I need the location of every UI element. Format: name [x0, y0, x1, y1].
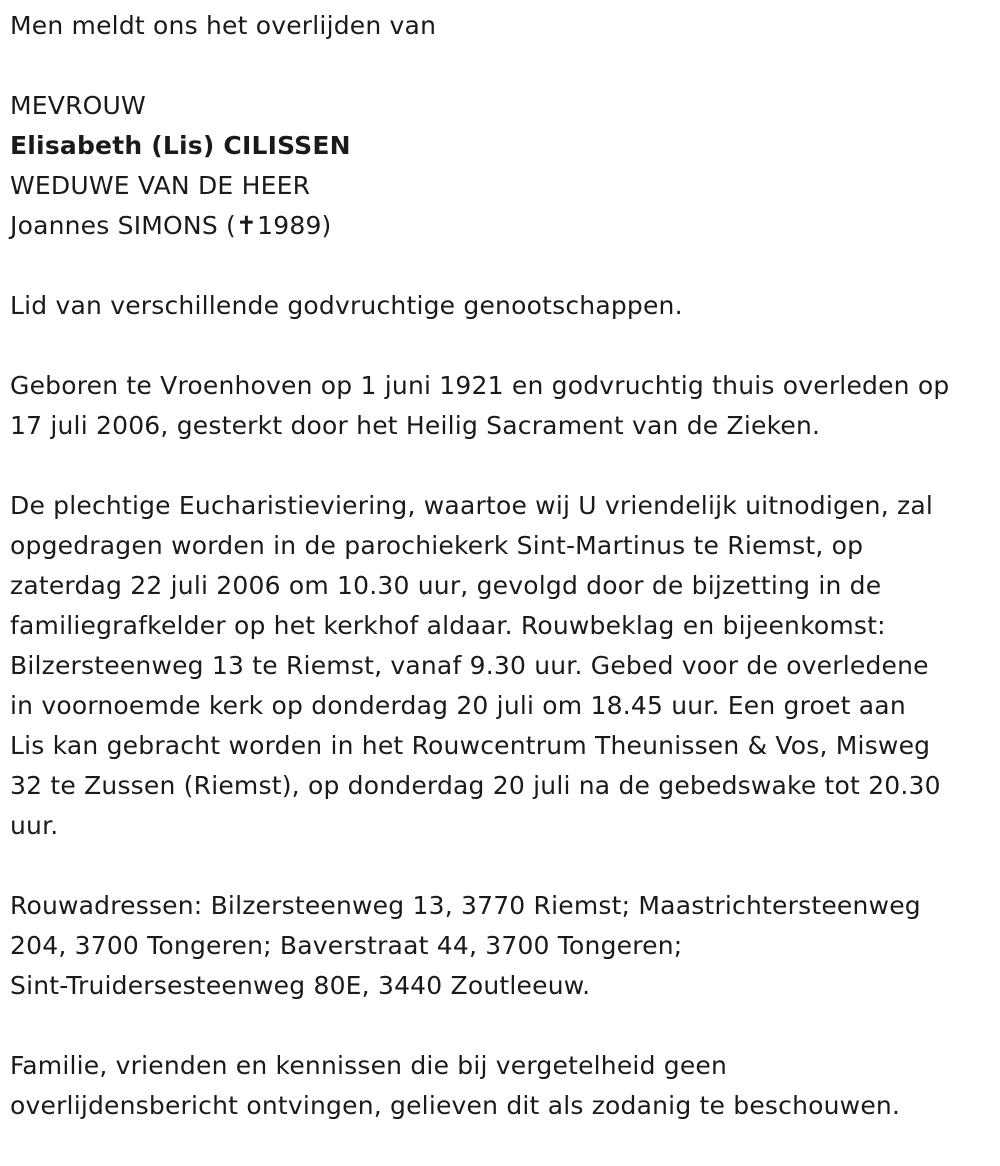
- text-line: uur.: [10, 811, 59, 840]
- text-line: in voornoemde kerk op donderdag 20 juli om 18.45 uur. Een groet aan: [10, 691, 906, 720]
- spacer: [10, 846, 995, 886]
- text-line: Bilzersteenweg 13 te Riemst, vanaf 9.30 uur. Gebed voor de overledene: [10, 651, 929, 680]
- text-line: opgedragen worden in de parochiekerk Sint-Martinus te Riemst, op: [10, 531, 864, 560]
- death-notice: [10, 6, 995, 1126]
- text-line: Geboren te Vroenhoven op 1 juni 1921 en godvruchtig thuis overleden op: [10, 371, 950, 400]
- spacer: [10, 446, 995, 486]
- text-line: 17 juli 2006, gesterkt door het Heilig Sacrament van de Zieken.: [10, 411, 821, 440]
- spacer: [10, 46, 995, 86]
- intro-line: Men meldt ons het overlijden van: [10, 11, 437, 40]
- text-line: zaterdag 22 juli 2006 om 10.30 uur, gevolgd door de bijzetting in de: [10, 571, 882, 600]
- text-line: Sint-Truidersesteenweg 80E, 3440 Zoutleeuw.: [10, 971, 591, 1000]
- text-line: Lis kan gebracht worden in het Rouwcentrum Theunissen & Vos, Misweg: [10, 731, 931, 760]
- membership-paragraph: [10, 286, 995, 326]
- text-line: overlijdensbericht ontvingen, gelieven dit als zodanig te beschouwen.: [10, 1091, 901, 1120]
- spacer: [10, 1006, 995, 1046]
- text-line: De plechtige Eucharistieviering, waartoe wij U vriendelijk uitnodigen, zal: [10, 491, 933, 520]
- text-line: 204, 3700 Tongeren; Baverstraat 44, 3700 Tongeren;: [10, 931, 683, 960]
- addresses-paragraph: [10, 886, 995, 1006]
- closing-paragraph: [10, 1046, 995, 1126]
- spouse-line: Joannes SIMONS (✝1989): [10, 211, 332, 240]
- spacer: [10, 326, 995, 366]
- birth-death-paragraph: [10, 366, 995, 446]
- text-line: Familie, vrienden en kennissen die bij vergetelheid geen: [10, 1051, 728, 1080]
- text-line: familiegrafkelder op het kerkhof aldaar. Rouwbeklag en bijeenkomst:: [10, 611, 886, 640]
- text-line: 32 te Zussen (Riemst), op donderdag 20 juli na de gebedswake tot 20.30: [10, 771, 941, 800]
- ceremony-paragraph: [10, 486, 995, 846]
- title-line: MEVROUW: [10, 91, 146, 120]
- text-line: Lid van verschillende godvruchtige genootschappen.: [10, 291, 683, 320]
- widow-line: WEDUWE VAN DE HEER: [10, 171, 311, 200]
- spacer: [10, 246, 995, 286]
- deceased-name: Elisabeth (Lis) CILISSEN: [10, 131, 351, 160]
- text-line: Rouwadressen: Bilzersteenweg 13, 3770 Riemst; Maastrichtersteenweg: [10, 891, 921, 920]
